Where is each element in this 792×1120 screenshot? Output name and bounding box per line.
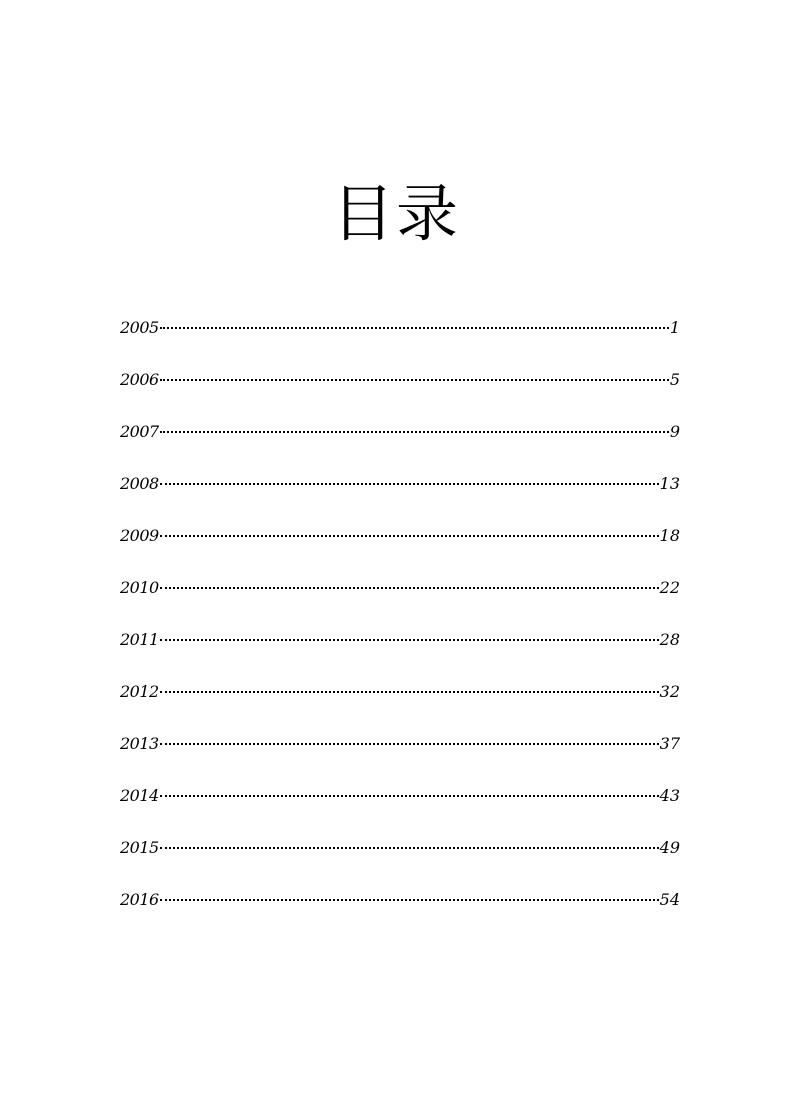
toc-entry-page-number: 5 [669, 370, 680, 389]
toc-entry-page-number: 49 [659, 838, 680, 857]
toc-entry-page-number: 18 [659, 526, 680, 545]
dot-leader [160, 847, 659, 849]
toc-entry[interactable] [120, 420, 680, 472]
toc-entry-page-number: 13 [659, 474, 680, 493]
toc-entry-page-number: 1 [669, 318, 680, 337]
toc-entry-label: 2006 [120, 370, 159, 389]
dot-leader [160, 691, 659, 693]
toc-entry-label: 2016 [120, 890, 159, 909]
toc-entry-page-number: 28 [659, 630, 680, 649]
dot-leader [160, 379, 669, 381]
toc-entry-label: 2015 [120, 838, 159, 857]
dot-leader [160, 327, 669, 329]
toc-entry[interactable] [120, 628, 680, 680]
toc-entry[interactable] [120, 524, 680, 576]
dot-leader [160, 431, 669, 433]
toc-entry-label: 2012 [120, 682, 159, 701]
toc-entry-page-number: 54 [659, 890, 680, 909]
dot-leader [160, 743, 659, 745]
table-of-contents [120, 316, 680, 940]
toc-entry[interactable] [120, 732, 680, 784]
page-title: 目录 [331, 177, 460, 250]
toc-entry-label: 2011 [120, 630, 159, 649]
toc-entry[interactable] [120, 888, 680, 940]
toc-entry-page-number: 32 [659, 682, 680, 701]
toc-entry[interactable] [120, 368, 680, 420]
dot-leader [160, 587, 659, 589]
toc-entry[interactable] [120, 316, 680, 368]
toc-entry-page-number: 43 [659, 786, 680, 805]
toc-entry-label: 2014 [120, 786, 159, 805]
dot-leader [160, 795, 659, 797]
toc-entry-page-number: 9 [669, 422, 680, 441]
toc-entry-label: 2007 [120, 422, 159, 441]
dot-leader [160, 899, 659, 901]
dot-leader [160, 483, 659, 485]
dot-leader [160, 639, 659, 641]
dot-leader [160, 535, 659, 537]
toc-entry-label: 2013 [120, 734, 159, 753]
toc-entry[interactable] [120, 472, 680, 524]
toc-entry-label: 2008 [120, 474, 159, 493]
toc-entry[interactable] [120, 836, 680, 888]
toc-entry-label: 2009 [120, 526, 159, 545]
toc-entry-label: 2010 [120, 578, 159, 597]
toc-entry-page-number: 22 [659, 578, 680, 597]
toc-entry[interactable] [120, 784, 680, 836]
toc-entry[interactable] [120, 680, 680, 732]
toc-entry[interactable] [120, 576, 680, 628]
toc-entry-page-number: 37 [659, 734, 680, 753]
toc-entry-label: 2005 [120, 318, 159, 337]
